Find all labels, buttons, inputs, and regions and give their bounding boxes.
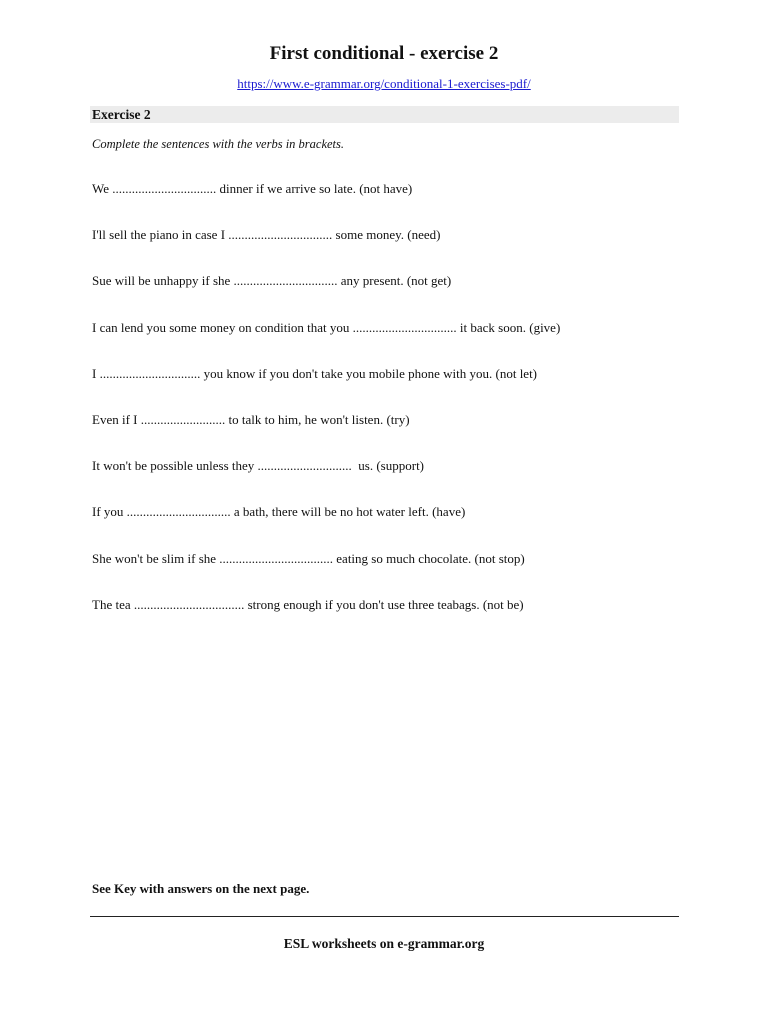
- sentence-3: Sue will be unhappy if she ................................ any present. (not get): [92, 273, 452, 289]
- sentence-8: If you ................................ a bath, there will be no hot water left. (have): [92, 504, 466, 520]
- exercise-heading: Exercise 2: [90, 106, 679, 123]
- instructions: Complete the sentences with the verbs in brackets.: [92, 137, 345, 151]
- sentence-9: She won't be slim if she ................................... eating so much chocolate. (not stop): [92, 550, 525, 566]
- sentence-5: I ............................... you know if you don't take you mobile phone with you. (not let): [92, 365, 538, 381]
- footer-divider: [90, 916, 679, 917]
- page-title: First conditional - exercise 2: [269, 43, 499, 64]
- sentence-list: [92, 181, 560, 643]
- sentence-1: We ................................ dinner if we arrive so late. (not have): [92, 181, 413, 196]
- sentence-2: I'll sell the piano in case I ................................ some money. (need): [92, 227, 441, 243]
- sentence-4: I can lend you some money on condition that you ................................ it back soon. (give): [92, 319, 561, 335]
- sentence-7: It won't be possible unless they ............................. us. (support): [92, 458, 425, 474]
- sentence-10: The tea .................................. strong enough if you don't use three teabags. (not be): [92, 596, 524, 612]
- answer-key-note: See Key with answers on the next page.: [92, 881, 310, 896]
- source-link[interactable]: https://www.e-grammar.org/conditional-1-exercises-pdf/: [237, 76, 531, 91]
- sentence-6: Even if I .......................... to talk to him, he won't listen. (try): [92, 411, 410, 427]
- footer-text: ESL worksheets on e-grammar.org: [283, 936, 485, 951]
- source-link-container: [0, 75, 768, 93]
